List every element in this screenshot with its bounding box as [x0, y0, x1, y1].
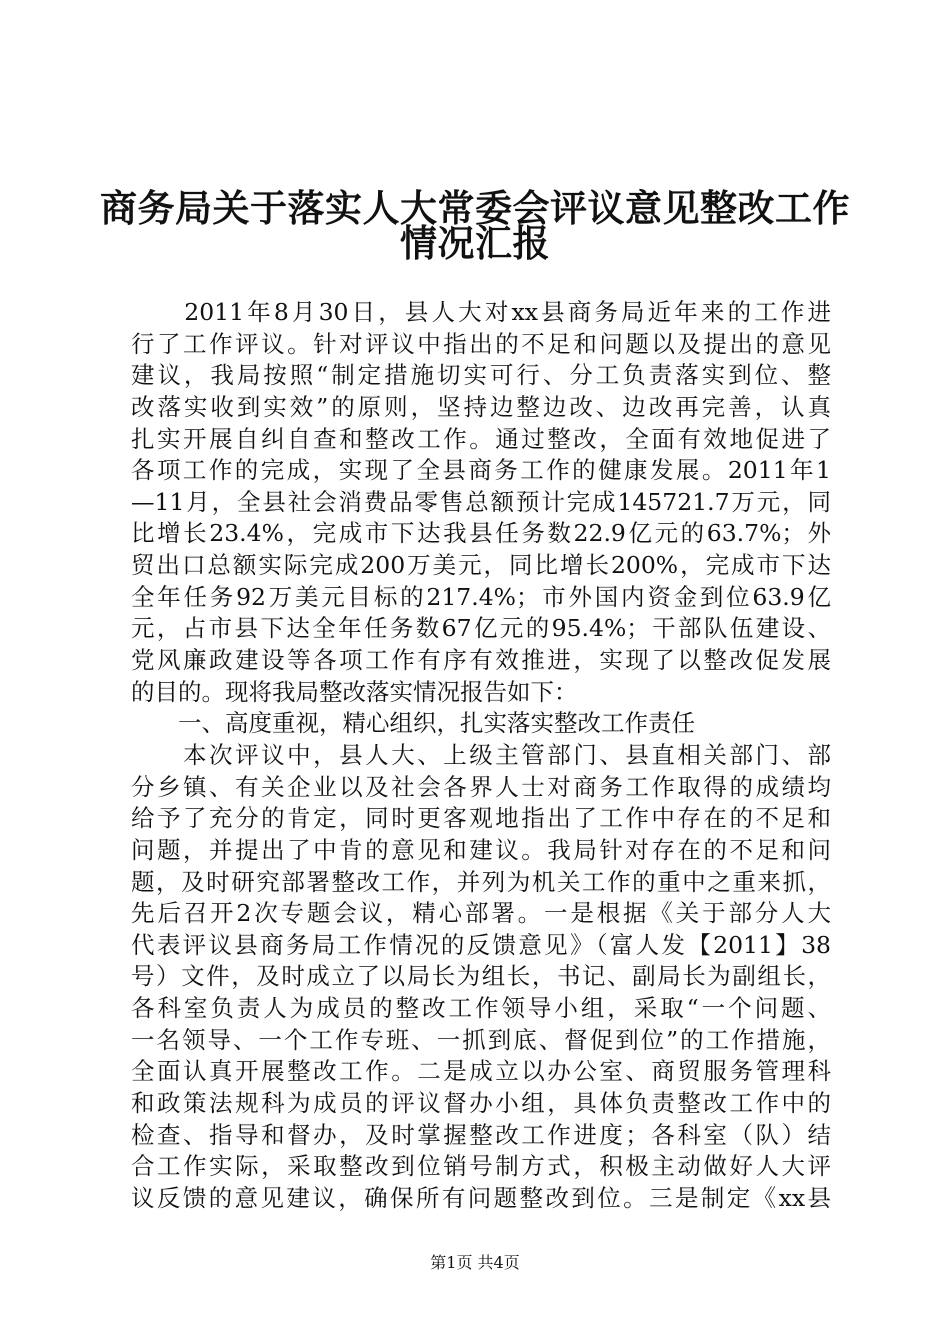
body-text-line: 号）文件，及时成立了以局长为组长，书记、副局长为副组长， — [131, 962, 831, 991]
body-text-line: 2011年8月30日，县人大对xx县商务局近年来的工作进 — [131, 298, 831, 326]
body-text-line: 的目的。现将我局整改落实情况报告如下： — [131, 677, 578, 706]
body-text-line: 代表评议县商务局工作情况的反馈意见》（富人发【2011】38 — [131, 930, 831, 959]
body-text-line: 建议，我局按照“制定措施切实可行、分工负责落实到位、整 — [131, 361, 831, 390]
body-text-line: 合工作实际，采取整改到位销号制方式，积极主动做好人大评 — [131, 1152, 831, 1181]
document-body — [131, 297, 831, 1215]
body-text-line: 本次评议中，县人大、上级主管部门、县直相关部门、部 — [131, 740, 831, 769]
page-footer: 第1页 共4页 — [430, 1253, 520, 1272]
body-text-line: 贸出口总额实际完成200万美元，同比增长200%，完成市下达 — [131, 551, 831, 580]
body-text-line: 议反馈的意见建议，确保所有问题整改到位。三是制定《xx县 — [131, 1183, 831, 1212]
body-text-line: 一、高度重视，精心组织，扎实落实整改工作责任 — [131, 709, 695, 738]
body-text-line: 和政策法规科为成员的评议督办小组，具体负责整改工作中的 — [131, 1089, 831, 1118]
body-text-line: 问题，并提出了中肯的意见和建议。我局针对存在的不足和问 — [131, 835, 831, 864]
body-text-line: 改落实收到实效”的原则，坚持边整边改、边改再完善，认真 — [131, 392, 831, 421]
body-text-line: 比增长23.4%，完成市下达我县任务数22.9亿元的63.7%；外 — [131, 519, 831, 548]
body-text-line: 检查、指导和督办，及时掌握整改工作进度；各科室（队）结 — [131, 1120, 831, 1149]
body-text-line: 行了工作评议。针对评议中指出的不足和问题以及提出的意见 — [131, 329, 831, 358]
body-text-line: 给予了充分的肯定，同时更客观地指出了工作中存在的不足和 — [131, 804, 831, 833]
body-text-line: 全年任务92万美元目标的217.4%；市外国内资金到位63.9亿 — [131, 582, 831, 611]
body-text-line: 题，及时研究部署整改工作，并列为机关工作的重中之重来抓， — [131, 867, 831, 896]
body-text-line: 各科室负责人为成员的整改工作领导小组，采取“一个问题、 — [131, 994, 831, 1023]
body-text-line: 一名领导、一个工作专班、一抓到底、督促到位”的工作措施， — [131, 1025, 831, 1054]
body-text-line: 扎实开展自纠自查和整改工作。通过整改，全面有效地促进了 — [131, 424, 831, 453]
body-text-line: 分乡镇、有关企业以及社会各界人士对商务工作取得的成绩均 — [131, 772, 831, 801]
body-text-line: —11月，全县社会消费品零售总额预计完成145721.7万元，同 — [131, 487, 831, 516]
document-title-line-1: 商务局关于落实人大常委会评议意见整改工作 — [100, 186, 850, 230]
body-text-line: 元，占市县下达全年任务数67亿元的95.4%；干部队伍建设、 — [131, 614, 831, 643]
body-text-line: 党风廉政建设等各项工作有序有效推进，实现了以整改促发展 — [131, 646, 831, 675]
document-title-line-2: 情况汇报 — [400, 221, 550, 265]
body-text-line: 全面认真开展整改工作。二是成立以办公室、商贸服务管理科 — [131, 1057, 831, 1086]
body-text-line: 各项工作的完成，实现了全县商务工作的健康发展。2011年1 — [131, 456, 831, 485]
body-text-line: 先后召开2次专题会议，精心部署。一是根据《关于部分人大 — [131, 899, 831, 928]
